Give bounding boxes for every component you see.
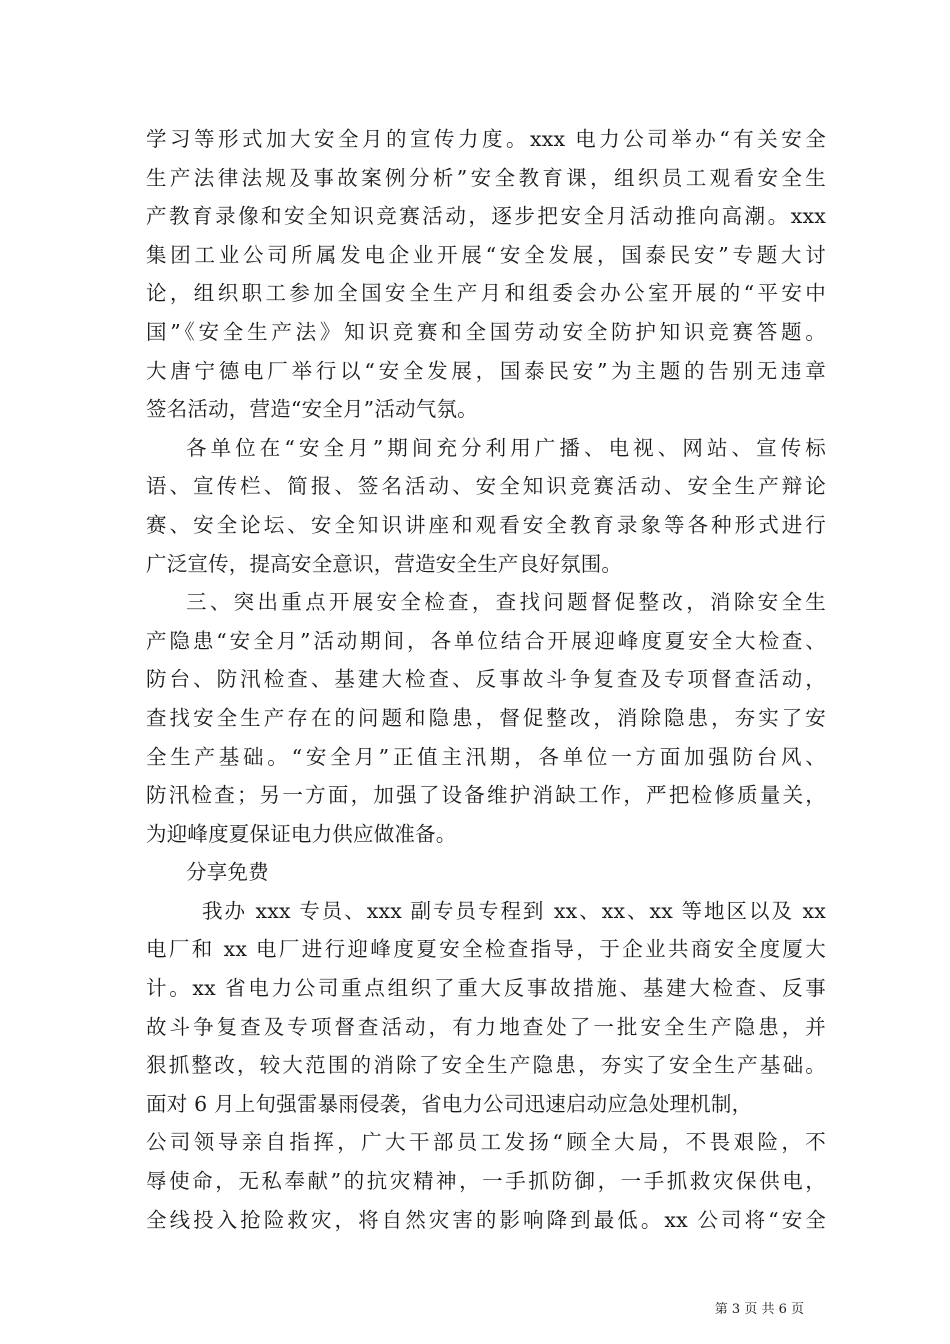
text-line: 辱使命，无私奉献”的抗灾精神，一手抓防御，一手抓救灾保供电， xyxy=(146,1169,826,1194)
text-line: 语、宣传栏、简报、签名活动、安全知识竞赛活动、安全生产辩论 xyxy=(146,474,826,499)
text-line: 学习等形式加大安全月的宣传力度。xxx 电力公司举办“有关安全 xyxy=(146,127,826,151)
text-line: 防台、防汛检查、基建大检查、反事故斗争复查及专项督查活动， xyxy=(146,667,826,692)
text-line: 故斗争复查及专项督查活动，有力地查处了一批安全生产隐患，并 xyxy=(146,1014,826,1039)
text-line: 公司领导亲自指挥，广大干部员工发扬“顾全大局，不畏艰险，不 xyxy=(146,1130,826,1155)
text-line: 生产法律法规及事故案例分析”安全教育课，组织员工观看安全生 xyxy=(146,165,826,190)
text-line: 查找安全生产存在的问题和隐患，督促整改，消除隐患，夯实了安 xyxy=(146,705,826,730)
text-line: 计。xx 省电力公司重点组织了重大反事故措施、基建大检查、反事 xyxy=(146,976,826,1001)
text-line: 狠抓整改，较大范围的消除了安全生产隐患，夯实了安全生产基础。 xyxy=(146,1053,826,1078)
paragraph-first-line: 各单位在“安全月”期间充分利用广播、电视、网站、宣传标 xyxy=(186,435,826,460)
text-line: 电厂和 xx 电厂进行迎峰度夏安全检查指导，于企业共商安全度厦大 xyxy=(146,937,826,962)
text-line: 全生产基础。“安全月”正值主汛期，各单位一方面加强防台风、 xyxy=(146,744,826,769)
share-free-label: 分享免费 xyxy=(186,860,269,885)
body-text xyxy=(146,120,826,1239)
section-heading-line: 三、突出重点开展安全检查，查找问题督促整改，消除安全生 xyxy=(186,590,826,615)
text-line: 赛、安全论坛、安全知识讲座和观看安全教育录象等各种形式进行 xyxy=(146,512,826,537)
text-line: 防汛检查；另一方面，加强了设备维护消缺工作，严把检修质量关， xyxy=(146,783,826,808)
page-number: 第 3 页 共 6 页 xyxy=(714,1302,804,1317)
text-line: 集团工业公司所属发电企业开展“安全发展，国泰民安”专题大讨 xyxy=(146,242,826,267)
text-line: 产教育录像和安全知识竞赛活动，逐步把安全月活动推向高潮。xxx xyxy=(146,204,826,229)
text-line: 大唐宁德电厂举行以“安全发展，国泰民安”为主题的告别无违章 xyxy=(146,358,826,383)
text-line: 广泛宣传，提高安全意识，营造安全生产良好氛围。 xyxy=(146,551,623,576)
text-line: 国”《安全生产法》知识竞赛和全国劳动安全防护知识竞赛答题。 xyxy=(146,319,826,344)
text-line: 产隐患“安全月”活动期间，各单位结合开展迎峰度夏安全大检查、 xyxy=(146,628,826,653)
text-line: 全线投入抢险救灾，将自然灾害的影响降到最低。xx 公司将“安全 xyxy=(146,1207,826,1232)
text-line: 签名活动，营造“安全月”活动气氛。 xyxy=(146,397,478,422)
text-line: 为迎峰度夏保证电力供应做准备。 xyxy=(146,821,457,846)
paragraph-first-line: 我办 xxx 专员、xxx 副专员专程到 xx、xx、xx 等地区以及 xx xyxy=(202,898,826,923)
text-line: 论，组织职工参加全国安全生产月和组委会办公室开展的“平安中 xyxy=(146,281,826,306)
text-line: 面对 6 月上旬强雷暴雨侵袭，省电力公司迅速启动应急处理机制， xyxy=(146,1091,753,1116)
